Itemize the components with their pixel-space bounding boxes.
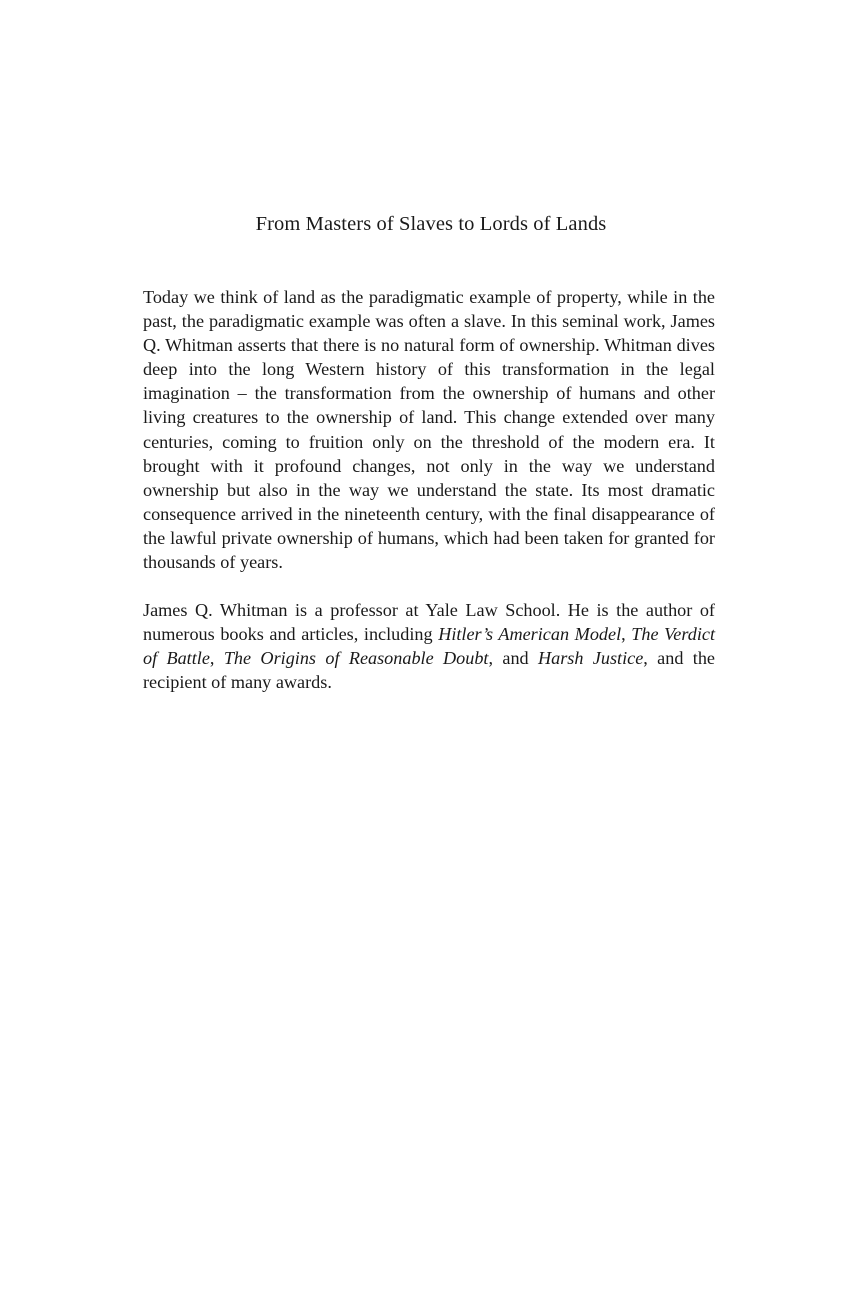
separator-text: , [209,648,224,669]
author-bio-paragraph [143,598,715,694]
separator-text: , and [488,648,538,669]
book-reference-title: Harsh Justice [537,648,644,669]
author-bio-outro: , and the recipient of many awards. [143,648,715,693]
book-reference-title: Hitler’s American Model [438,624,622,645]
separator-text: , [621,624,632,645]
book-reference-title: The Origins of Reasonable Doubt [223,648,489,669]
author-bio-intro: James Q. Whitman is a professor at Yale Law School. He is the author of numerous books and articles, including [143,600,715,645]
book-description [143,285,715,695]
book-reference-title: The Verdict of Battle [143,624,716,669]
description-paragraph: Today we think of land as the paradigmatic example of property, while in the past, the paradigmatic example was often a slave. In this seminal work, James Q. Whitman asserts that there is no natural form of ownership. Whitman dives deep into the long Western history of this transformation in the legal imagination – the transformation from the ownership of humans and other living creatures to the ownership of land. This change extended over many centuries, coming to fruition only on the threshold of the modern era. It brought with it profound changes, not only in the way we understand ownership but also in the way we understand the state. Its most dramatic consequence arrived in the nineteenth century, with the final disappearance of the lawful private ownership of humans, which had been taken for granted for thousands of years. [143,287,715,573]
book-title: From Masters of Slaves to Lords of Lands [255,213,607,235]
